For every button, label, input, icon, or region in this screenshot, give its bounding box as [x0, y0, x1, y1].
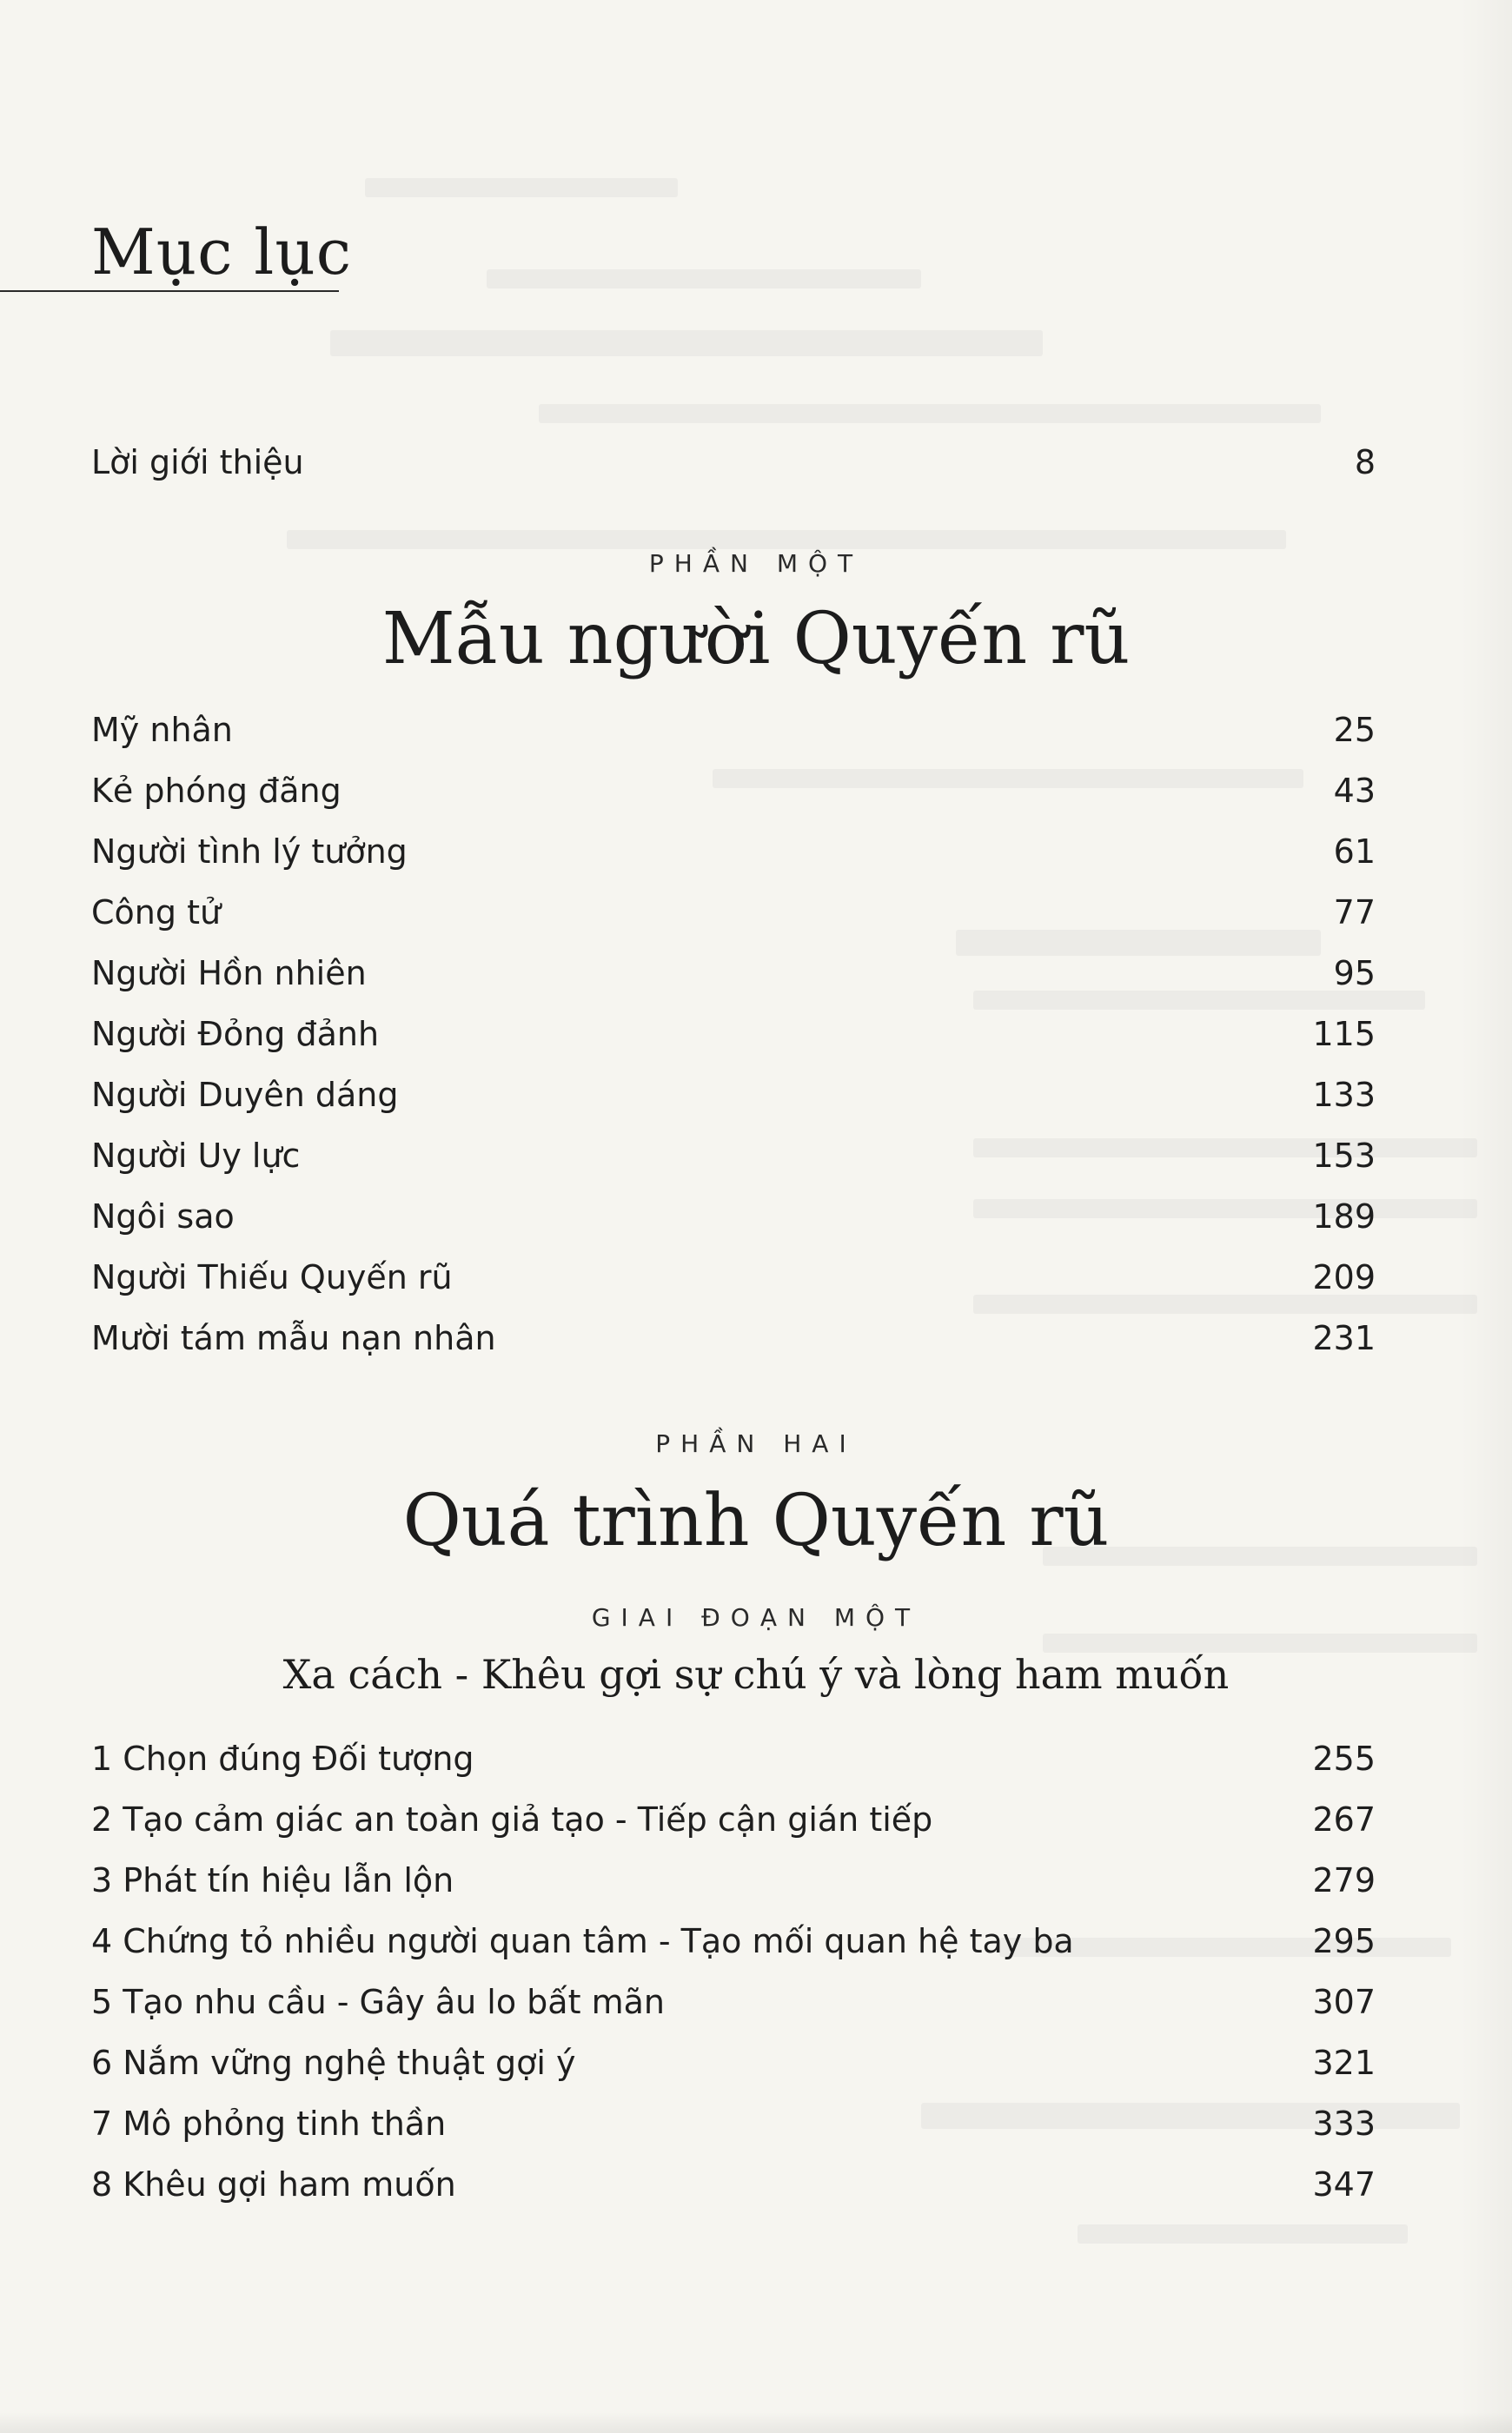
- toc-entry-page: 153: [1312, 1137, 1376, 1175]
- toc-entry-page: 95: [1333, 954, 1376, 992]
- toc-entry[interactable]: [91, 1254, 1376, 1301]
- toc-entry-page: 321: [1312, 2044, 1376, 2082]
- toc-entry-label: 5 Tạo nhu cầu - Gây âu lo bất mãn: [91, 1983, 665, 2021]
- toc-entry-page: 307: [1312, 1983, 1376, 2021]
- toc-entry-label: 8 Khêu gợi ham muốn: [91, 2165, 456, 2204]
- toc-entry-page: 333: [1312, 2105, 1376, 2143]
- toc-entry-page: 8: [1354, 443, 1376, 481]
- toc-entry[interactable]: [91, 1735, 1376, 1782]
- toc-entry-page: 209: [1312, 1258, 1376, 1296]
- toc-entry[interactable]: [91, 2161, 1376, 2208]
- toc-entry-label: 7 Mô phỏng tinh thần: [91, 2105, 447, 2143]
- toc-entry[interactable]: [91, 950, 1376, 997]
- toc-entry-page: 61: [1333, 832, 1376, 871]
- toc-entry-label: Công tử: [91, 893, 222, 931]
- toc-entry-page: 189: [1312, 1197, 1376, 1236]
- toc-entry-page: 133: [1312, 1076, 1376, 1114]
- toc-entry-page: 43: [1333, 772, 1376, 810]
- toc-entry-page: 347: [1312, 2165, 1376, 2204]
- show-through-line: [539, 404, 1321, 423]
- show-through-line: [1078, 2224, 1408, 2244]
- show-through-line: [487, 269, 921, 288]
- toc-entry-page: 115: [1312, 1015, 1376, 1053]
- toc-entry-page: 25: [1333, 711, 1376, 749]
- toc-entry-intro[interactable]: [91, 439, 1376, 486]
- toc-entry-label: 3 Phát tín hiệu lẫn lộn: [91, 1861, 454, 1899]
- page-edge-shadow: [1460, 0, 1512, 2433]
- stage-one-title: Xa cách - Khêu gợi sự chú ý và lòng ham muốn: [282, 1651, 1230, 1698]
- toc-entry[interactable]: [91, 767, 1376, 814]
- toc-entry-label: Người Duyên dáng: [91, 1076, 399, 1114]
- toc-entry[interactable]: [91, 1011, 1376, 1057]
- toc-entry[interactable]: [91, 706, 1376, 753]
- show-through-line: [1043, 1634, 1477, 1653]
- stage-one-kicker: GIAI ĐOẠN MỘT: [591, 1603, 921, 1632]
- toc-entry-label: 4 Chứng tỏ nhiều người quan tâm - Tạo mối quan hệ tay ba: [91, 1922, 1074, 1960]
- toc-entry[interactable]: [91, 1979, 1376, 2025]
- part-two-kicker: PHẦN HAI: [655, 1429, 857, 1458]
- toc-entry-label: Người Thiếu Quyến rũ: [91, 1258, 453, 1296]
- toc-entry-page: 77: [1333, 893, 1376, 931]
- toc-title: Mục lục: [91, 215, 353, 288]
- toc-entry[interactable]: [91, 2039, 1376, 2086]
- toc-entry[interactable]: [91, 1315, 1376, 1362]
- toc-entry-label: 2 Tạo cảm giác an toàn giả tạo - Tiếp cận gián tiếp: [91, 1800, 933, 1839]
- show-through-line: [365, 178, 678, 197]
- part-one-title: Mẫu người Quyến rũ: [381, 598, 1131, 680]
- toc-entry[interactable]: [91, 1857, 1376, 1904]
- toc-entry[interactable]: [91, 1796, 1376, 1843]
- show-through-line: [287, 530, 1286, 549]
- part-two-title: Quá trình Quyến rũ: [402, 1480, 1110, 1562]
- page-bottom-shadow: [0, 2412, 1512, 2433]
- toc-entry-label: Người tình lý tưởng: [91, 832, 408, 871]
- toc-entry[interactable]: [91, 889, 1376, 936]
- toc-entry-label: 1 Chọn đúng Đối tượng: [91, 1740, 474, 1778]
- show-through-line: [330, 330, 1043, 356]
- toc-entry[interactable]: [91, 828, 1376, 875]
- toc-entry-label: Người Đỏng đảnh: [91, 1015, 380, 1053]
- toc-entry[interactable]: [91, 1918, 1376, 1965]
- title-underline: [0, 290, 339, 292]
- toc-entry[interactable]: [91, 2100, 1376, 2147]
- toc-entry-label: Kẻ phóng đãng: [91, 772, 342, 810]
- part-one-kicker: PHẦN MỘT: [648, 549, 864, 578]
- toc-entry[interactable]: [91, 1071, 1376, 1118]
- toc-entry-page: 279: [1312, 1861, 1376, 1899]
- toc-entry-page: 255: [1312, 1740, 1376, 1778]
- toc-entry-label: Ngôi sao: [91, 1197, 235, 1236]
- toc-entry-label: Người Hồn nhiên: [91, 954, 367, 992]
- toc-entry[interactable]: [91, 1132, 1376, 1179]
- toc-entry-page: 267: [1312, 1800, 1376, 1839]
- toc-entry-label: Người Uy lực: [91, 1137, 301, 1175]
- toc-entry[interactable]: [91, 1193, 1376, 1240]
- toc-entry-page: 295: [1312, 1922, 1376, 1960]
- toc-entry-page: 231: [1312, 1319, 1376, 1357]
- toc-entry-label: 6 Nắm vững nghệ thuật gợi ý: [91, 2044, 576, 2082]
- toc-entry-label: Mỹ nhân: [91, 711, 233, 749]
- toc-entry-label: Mười tám mẫu nạn nhân: [91, 1319, 496, 1357]
- toc-entry-label: Lời giới thiệu: [91, 443, 304, 481]
